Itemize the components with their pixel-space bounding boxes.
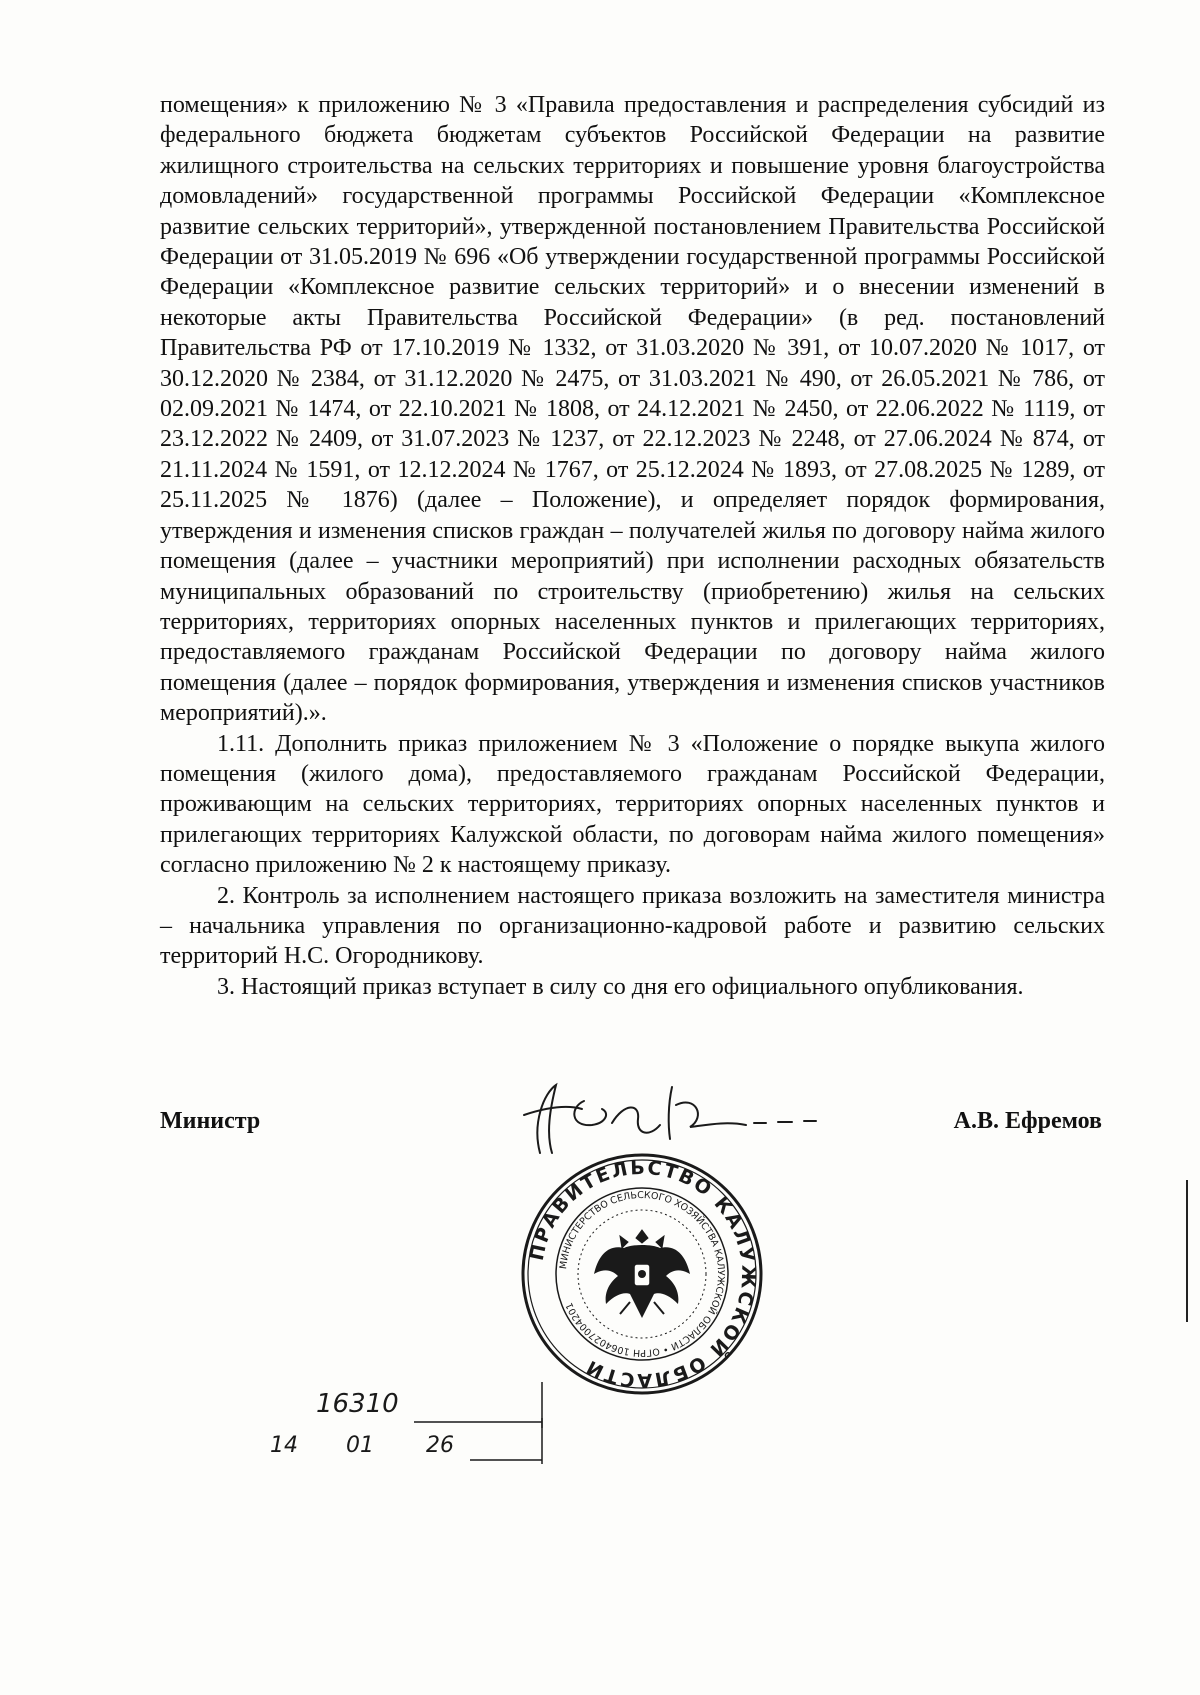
seal-inner-text: МИНИСТЕРСТВО СЕЛЬСКОГО ХОЗЯЙСТВА КАЛУЖСКОЙ ОБЛАСТИ • ОГРН 1064027004201 bbox=[558, 1189, 727, 1359]
document-body bbox=[160, 90, 1105, 1002]
registration-day: 14 bbox=[270, 1433, 298, 1458]
registration-date bbox=[260, 1418, 560, 1468]
signatory-title: Министр bbox=[160, 1108, 261, 1134]
paragraph-item-2: 2. Контроль за исполнением настоящего приказа возложить на заместителя министра – начальника управления по организационно-кадровой работе и развитию сельских территорий Н.С. Огородникову. bbox=[160, 882, 1105, 970]
official-seal bbox=[520, 1152, 764, 1396]
registration-number-text: 16310 bbox=[316, 1389, 399, 1419]
eagle-emblem-icon bbox=[594, 1230, 690, 1318]
registration-year: 26 bbox=[426, 1433, 454, 1458]
handwritten-signature bbox=[500, 1075, 820, 1155]
paragraph-item-3: 3. Настоящий приказ вступает в силу со дня его официального опубликования. bbox=[217, 973, 1024, 1000]
registration-month: 01 bbox=[346, 1433, 374, 1458]
signatory-name: А.В. Ефремов bbox=[953, 1108, 1102, 1134]
scan-margin-line bbox=[1186, 1180, 1188, 1322]
seal-outer-text: ПРАВИТЕЛЬСТВО КАЛУЖСКОЙ ОБЛАСТИ bbox=[525, 1156, 760, 1392]
paragraph-continuation: помещения» к приложению № 3 «Правила предоставления и распределения субсидий из федерального бюджета бюджетам субъектов Российской Федерации на развитие жилищного строительства на сельских территориях и повышение уровня благоустройства домовладений» государственной программы Российской Федерации «Комплексное развитие сельских территорий», утвержденной постановлением Правительства Российской Федерации от 31.05.2019 № 696 «Об утверждении государственной программы Российской Федерации «Комплексное развитие сельских территорий» и о внесении изменений в некоторые акты Правительства Российской Федерации» (в ред. постановлений Правительства РФ от 17.10.2019 № 1332, от 31.03.2020 № 391, от 10.07.2020 № 1017, от 30.12.2020 № 2384, от 31.12.2020 № 2475, от 31.03.2021 № 490, от 26.05.2021 № 786, от 02.09.2021 № 1474, от 22.10.2021 № 1808, от 24.12.2021 № 2450, от 22.06.2022 № 1119, от 23.12.2022 № 2409, от 31.07.2023 № 1237, от 22.12.2023 № 2248, от 27.06.2024 № 874, от 21.11.2024 № 1591, от 12.12.2024 № 1767, от 25.12.2024 № 1893, от 27.08.2025 № 1289, от 25.11.2025 № 1876) (далее – Положение), и определяет порядок формирования, утверждения и изменения списков граждан – получателей жилья по договору найма жилого помещения (далее – участники мероприятий) при исполнении расходных обязательств муниципальных образований по строительству (приобретению) жилья на сельских территориях, территориях опорных населенных пунктов и прилегающих территориях, предоставляемого гражданам Российской Федерации по договору найма жилого помещения (далее – порядок формирования, утверждения и изменения списков участников мероприятий).». bbox=[160, 92, 1105, 727]
paragraph-item-1-11: 1.11. Дополнить приказ приложением № 3 «Положение о порядке выкупа жилого помещения (жилого дома), предоставляемого гражданам Российской Федерации, проживающим на сельских территориях, территориях опорных населенных пунктов и прилегающих территориях Калужской области, по договорам найма жилого помещения» согласно приложению № 2 к настоящему приказу. bbox=[160, 730, 1105, 879]
